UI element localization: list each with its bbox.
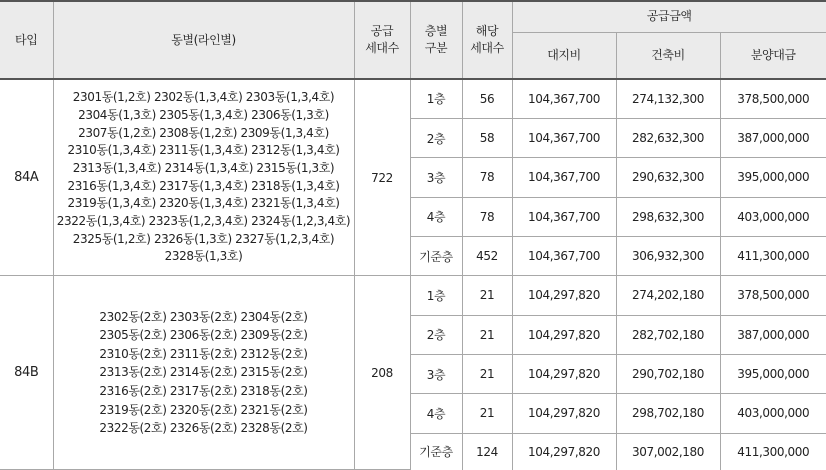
- sale-price-cell: 403,000,000: [720, 394, 826, 433]
- sale-price-cell: 378,500,000: [720, 79, 826, 118]
- building-cost-cell: 282,702,180: [616, 315, 720, 354]
- header-supply-households: [354, 1, 410, 79]
- building-cost-cell: 306,932,300: [616, 236, 720, 275]
- building-cost-cell: 290,702,180: [616, 354, 720, 393]
- count-cell: 21: [462, 276, 512, 315]
- dong-line: 2313동(2호) 2314동(2호) 2315동(2호): [99, 365, 308, 380]
- sale-price-cell: 387,000,000: [720, 118, 826, 157]
- header-applicable-line2: 세대수: [470, 41, 504, 55]
- table-body: [0, 79, 826, 470]
- land-cost-cell: 104,297,820: [512, 315, 616, 354]
- type-cell: 84A: [0, 79, 53, 276]
- sale-price-cell: 411,300,000: [720, 433, 826, 469]
- floor-cell: 3층: [410, 158, 462, 197]
- floor-cell: 기준층: [410, 236, 462, 275]
- dong-line: 2310동(2호) 2311동(2호) 2312동(2호): [99, 346, 308, 361]
- header-supply-households-line2: 세대수: [365, 41, 399, 55]
- dong-line: 2322동(1,3,4호) 2323동(1,2,3,4호) 2324동(1,2,3,4호): [56, 214, 351, 229]
- header-floor: [410, 1, 462, 79]
- count-cell: 58: [462, 118, 512, 157]
- dong-lines-cell: [53, 79, 354, 276]
- supply-households-cell: 722: [354, 79, 410, 276]
- building-cost-cell: 274,202,180: [616, 276, 720, 315]
- land-cost-cell: 104,367,700: [512, 236, 616, 275]
- land-cost-cell: 104,367,700: [512, 118, 616, 157]
- dong-line: 2304동(1,3호) 2305동(1,3,4호) 2306동(1,3호): [78, 107, 329, 122]
- count-cell: 124: [462, 433, 512, 469]
- dong-line: 2319동(1,3,4호) 2320동(1,3,4호) 2321동(1,3,4호): [67, 196, 340, 211]
- building-cost-cell: 298,702,180: [616, 394, 720, 433]
- floor-cell: 1층: [410, 276, 462, 315]
- dong-line: 2302동(2호) 2303동(2호) 2304동(2호): [99, 309, 308, 324]
- sale-price-cell: 403,000,000: [720, 197, 826, 236]
- dong-line: 2307동(1,2호) 2308동(1,2호) 2309동(1,3,4호): [78, 125, 329, 140]
- header-supply-amount: 공급금액: [512, 1, 826, 32]
- header-applicable-line1: 해당: [475, 24, 499, 38]
- floor-cell: 기준층: [410, 433, 462, 469]
- sale-price-cell: 411,300,000: [720, 236, 826, 275]
- floor-cell: 2층: [410, 118, 462, 157]
- count-cell: 21: [462, 354, 512, 393]
- sale-price-cell: 395,000,000: [720, 354, 826, 393]
- floor-cell: 4층: [410, 197, 462, 236]
- dong-line: 2310동(1,3,4호) 2311동(1,3,4호) 2312동(1,3,4호): [67, 143, 340, 158]
- header-applicable-households: [462, 1, 512, 79]
- dong-line: 2316동(2호) 2317동(2호) 2318동(2호): [99, 383, 308, 398]
- header-floor-line2: 구분: [424, 41, 448, 55]
- building-cost-cell: 298,632,300: [616, 197, 720, 236]
- count-cell: 21: [462, 315, 512, 354]
- building-cost-cell: 274,132,300: [616, 79, 720, 118]
- header-building-cost: 건축비: [616, 32, 720, 79]
- land-cost-cell: 104,297,820: [512, 394, 616, 433]
- header-supply-households-line1: 공급: [370, 24, 394, 38]
- dong-line: 2328동(1,3호): [164, 249, 243, 264]
- sale-price-cell: 378,500,000: [720, 276, 826, 315]
- type-cell: 84B: [0, 276, 53, 470]
- table-row: [0, 79, 826, 118]
- building-cost-cell: 282,632,300: [616, 118, 720, 157]
- count-cell: 78: [462, 197, 512, 236]
- land-cost-cell: 104,367,700: [512, 197, 616, 236]
- dong-line: 2316동(1,3,4호) 2317동(1,3,4호) 2318동(1,3,4호): [67, 178, 340, 193]
- land-cost-cell: 104,367,700: [512, 158, 616, 197]
- sale-price-cell: 387,000,000: [720, 315, 826, 354]
- building-cost-cell: 290,632,300: [616, 158, 720, 197]
- header-sale-price: 분양대금: [720, 32, 826, 79]
- supply-households-cell: 208: [354, 276, 410, 470]
- floor-cell: 4층: [410, 394, 462, 433]
- land-cost-cell: 104,297,820: [512, 276, 616, 315]
- table-header: [0, 1, 826, 79]
- dong-line: 2325동(1,2호) 2326동(1,3호) 2327동(1,2,3,4호): [72, 231, 335, 246]
- count-cell: 452: [462, 236, 512, 275]
- header-dong: 동별(라인별): [53, 1, 354, 79]
- count-cell: 56: [462, 79, 512, 118]
- land-cost-cell: 104,367,700: [512, 79, 616, 118]
- count-cell: 21: [462, 394, 512, 433]
- table-row: [0, 276, 826, 315]
- dong-line: 2322동(2호) 2326동(2호) 2328동(2호): [99, 421, 308, 436]
- count-cell: 78: [462, 158, 512, 197]
- floor-cell: 3층: [410, 354, 462, 393]
- building-cost-cell: 307,002,180: [616, 433, 720, 469]
- floor-cell: 2층: [410, 315, 462, 354]
- land-cost-cell: 104,297,820: [512, 433, 616, 469]
- dong-line: 2301동(1,2호) 2302동(1,3,4호) 2303동(1,3,4호): [72, 90, 335, 105]
- header-floor-line1: 층별: [424, 24, 448, 38]
- dong-line: 2313동(1,3,4호) 2314동(1,3,4호) 2315동(1,3호): [72, 160, 335, 175]
- dong-line: 2305동(2호) 2306동(2호) 2309동(2호): [99, 328, 308, 343]
- sale-price-cell: 395,000,000: [720, 158, 826, 197]
- header-land-cost: 대지비: [512, 32, 616, 79]
- dong-lines-cell: [53, 276, 354, 470]
- dong-line: 2319동(2호) 2320동(2호) 2321동(2호): [99, 402, 308, 417]
- land-cost-cell: 104,297,820: [512, 354, 616, 393]
- floor-cell: 1층: [410, 79, 462, 118]
- header-type: 타입: [0, 1, 53, 79]
